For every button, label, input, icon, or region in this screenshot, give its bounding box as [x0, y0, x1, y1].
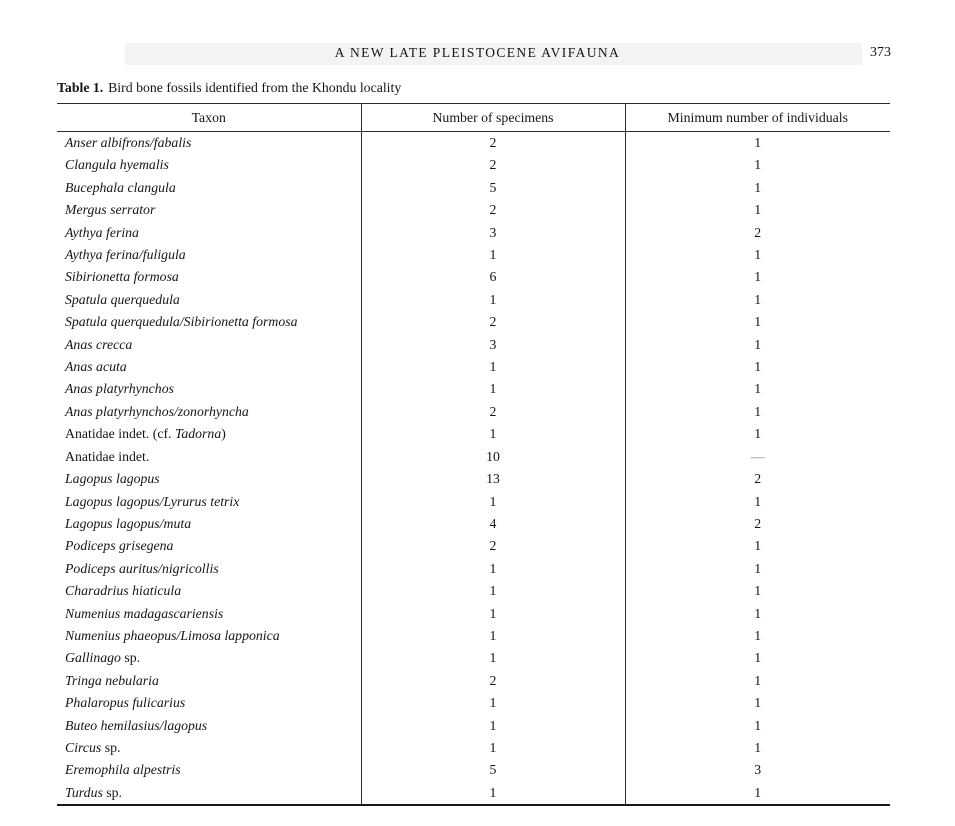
taxon-cell [57, 558, 361, 580]
taxon-name-italic: Charadrius hiaticula [65, 583, 182, 599]
column-header-individuals: Minimum number of individuals [625, 104, 890, 132]
taxon-cell [57, 670, 361, 692]
individuals-cell: 1 [625, 311, 890, 333]
individuals-cell: 1 [625, 625, 890, 647]
taxon-name-italic: Lagopus lagopus/muta [65, 515, 192, 531]
individuals-cell: 1 [625, 580, 890, 602]
taxon-name-italic: Tadorna [174, 426, 222, 442]
taxon-name-italic: Clangula hyemalis [65, 157, 169, 173]
individuals-cell: 1 [625, 244, 890, 266]
specimens-cell: 2 [361, 154, 625, 176]
taxon-name-italic: Phalaropus fulicarius [65, 695, 186, 711]
specimens-cell: 2 [361, 401, 625, 423]
individuals-cell: 1 [625, 737, 890, 759]
table-body [57, 132, 890, 806]
table-row [57, 468, 890, 490]
table-row [57, 491, 890, 513]
specimens-cell: 1 [361, 289, 625, 311]
individuals-cell: 1 [625, 154, 890, 176]
taxon-cell [57, 535, 361, 557]
column-header-taxon: Taxon [57, 104, 361, 132]
taxon-cell [57, 401, 361, 423]
taxon-name-italic: Circus [65, 739, 102, 755]
table-row [57, 222, 890, 244]
specimens-cell: 1 [361, 647, 625, 669]
taxon-name-italic: Aythya ferina/fuligula [65, 247, 186, 263]
table-row [57, 154, 890, 176]
table-row [57, 378, 890, 400]
table-row [57, 647, 890, 669]
specimens-cell: 1 [361, 580, 625, 602]
taxon-cell [57, 580, 361, 602]
specimens-cell: 2 [361, 535, 625, 557]
table-row [57, 334, 890, 356]
table-row [57, 244, 890, 266]
taxon-name-italic: Anas crecca [65, 336, 133, 352]
table-row [57, 311, 890, 333]
taxon-cell [57, 334, 361, 356]
table-row [57, 535, 890, 557]
taxon-cell [57, 513, 361, 535]
table-row [57, 199, 890, 221]
taxon-cell [57, 759, 361, 781]
specimens-cell: 1 [361, 244, 625, 266]
taxon-name-italic: Anas platyrhynchos [65, 381, 174, 397]
taxon-cell [57, 715, 361, 737]
table-row [57, 692, 890, 714]
table-row [57, 446, 890, 468]
table-caption [57, 80, 401, 96]
specimens-cell: 1 [361, 491, 625, 513]
specimens-cell: 1 [361, 378, 625, 400]
individuals-cell: 2 [625, 513, 890, 535]
taxon-name-italic: Numenius phaeopus/Limosa lapponica [65, 627, 280, 643]
specimens-cell: 2 [361, 199, 625, 221]
taxon-cell [57, 782, 361, 805]
specimens-cell: 4 [361, 513, 625, 535]
individuals-cell: — [625, 446, 890, 468]
specimens-cell: 3 [361, 222, 625, 244]
taxon-cell [57, 692, 361, 714]
specimens-cell: 2 [361, 311, 625, 333]
taxon-cell [57, 177, 361, 199]
specimens-cell: 1 [361, 782, 625, 805]
taxon-name-roman: sp. [102, 784, 123, 800]
specimens-cell: 1 [361, 603, 625, 625]
taxon-cell [57, 356, 361, 378]
taxon-name-italic: Spatula querquedula [65, 291, 180, 307]
specimens-cell: 3 [361, 334, 625, 356]
individuals-cell: 1 [625, 401, 890, 423]
individuals-cell: 1 [625, 334, 890, 356]
table-row [57, 580, 890, 602]
individuals-cell: 1 [625, 423, 890, 445]
individuals-cell: 1 [625, 782, 890, 805]
taxon-name-italic: Podiceps grisegena [65, 538, 174, 554]
table-row [57, 266, 890, 288]
taxon-name-italic: Spatula querquedula/Sibirionetta formosa [65, 314, 298, 330]
taxon-name-italic: Bucephala clangula [65, 179, 176, 195]
fossil-table [57, 103, 890, 806]
specimens-cell: 1 [361, 737, 625, 759]
specimens-cell: 1 [361, 625, 625, 647]
page-number: 373 [870, 45, 891, 60]
individuals-cell: 2 [625, 468, 890, 490]
taxon-cell [57, 266, 361, 288]
taxon-name-roman: sp. [120, 650, 141, 666]
individuals-cell: 1 [625, 266, 890, 288]
individuals-cell: 1 [625, 670, 890, 692]
individuals-cell: 1 [625, 491, 890, 513]
individuals-cell: 1 [625, 715, 890, 737]
table-row [57, 513, 890, 535]
specimens-cell: 10 [361, 446, 625, 468]
individuals-cell: 1 [625, 289, 890, 311]
individuals-cell: 1 [625, 558, 890, 580]
taxon-name-italic: Sibirionetta formosa [65, 269, 179, 285]
taxon-cell [57, 625, 361, 647]
specimens-cell: 1 [361, 715, 625, 737]
taxon-cell [57, 222, 361, 244]
individuals-cell: 1 [625, 199, 890, 221]
taxon-name-italic: Lagopus lagopus/Lyrurus tetrix [65, 493, 240, 509]
taxon-cell [57, 603, 361, 625]
table-row [57, 737, 890, 759]
taxon-name-italic: Aythya ferina [65, 224, 139, 240]
taxon-name-italic: Anser albifrons/fabalis [65, 135, 192, 150]
taxon-name-italic: Mergus serrator [65, 202, 156, 218]
individuals-cell: 1 [625, 356, 890, 378]
taxon-cell [57, 423, 361, 445]
taxon-cell [57, 647, 361, 669]
taxon-cell [57, 311, 361, 333]
taxon-name-roman: ) [221, 426, 226, 442]
specimens-cell: 1 [361, 558, 625, 580]
individuals-cell: 1 [625, 647, 890, 669]
taxon-cell [57, 289, 361, 311]
table-row [57, 558, 890, 580]
taxon-name-italic: Turdus [65, 784, 103, 800]
specimens-cell: 2 [361, 670, 625, 692]
taxon-cell [57, 154, 361, 176]
taxon-name-roman: Anatidae indet. [65, 448, 150, 464]
taxon-name-italic: Podiceps auritus/nigricollis [65, 560, 219, 576]
table-row [57, 356, 890, 378]
taxon-name-italic: Gallinago [65, 650, 121, 666]
table-row [57, 670, 890, 692]
individuals-cell: 1 [625, 692, 890, 714]
table-row [57, 289, 890, 311]
taxon-cell [57, 244, 361, 266]
table-row [57, 423, 890, 445]
taxon-cell [57, 446, 361, 468]
individuals-cell: 1 [625, 535, 890, 557]
table-row [57, 132, 890, 155]
taxon-name-italic: Numenius madagascariensis [65, 605, 224, 621]
taxon-name-roman: Anatidae indet. (cf. [65, 426, 175, 442]
taxon-cell [57, 132, 361, 155]
specimens-cell: 1 [361, 356, 625, 378]
table-caption-label: Table 1. [57, 80, 104, 95]
individuals-cell: 3 [625, 759, 890, 781]
taxon-name-italic: Anas platyrhynchos/zonorhyncha [65, 403, 249, 419]
individuals-cell: 1 [625, 603, 890, 625]
column-header-specimens: Number of specimens [361, 104, 625, 132]
individuals-cell: 1 [625, 378, 890, 400]
specimens-cell: 1 [361, 692, 625, 714]
table-row [57, 625, 890, 647]
taxon-name-italic: Anas acuta [65, 359, 127, 375]
taxon-name-italic: Tringa nebularia [65, 672, 159, 688]
specimens-cell: 5 [361, 177, 625, 199]
table-row [57, 603, 890, 625]
header-row [57, 104, 890, 132]
running-head: A NEW LATE PLEISTOCENE AVIFAUNA [334, 45, 621, 60]
taxon-cell [57, 378, 361, 400]
table-row [57, 401, 890, 423]
taxon-name-italic: Eremophila alpestris [65, 762, 181, 778]
taxon-name-italic: Lagopus lagopus [65, 471, 160, 487]
table-row [57, 177, 890, 199]
taxon-cell [57, 199, 361, 221]
table-row [57, 782, 890, 805]
taxon-name-italic: Buteo hemilasius/lagopus [65, 717, 208, 733]
taxon-cell [57, 491, 361, 513]
table-caption-text: Bird bone fossils identified from the Khondu locality [108, 80, 402, 95]
taxon-cell [57, 737, 361, 759]
specimens-cell: 2 [361, 132, 625, 155]
individuals-cell: 1 [625, 177, 890, 199]
specimens-cell: 6 [361, 266, 625, 288]
individuals-cell: 1 [625, 132, 890, 155]
taxon-name-roman: sp. [101, 739, 121, 755]
individuals-cell: 2 [625, 222, 890, 244]
specimens-cell: 13 [361, 468, 625, 490]
table-row [57, 715, 890, 737]
table-row [57, 759, 890, 781]
specimens-cell: 1 [361, 423, 625, 445]
taxon-cell [57, 468, 361, 490]
table-header [57, 104, 890, 132]
specimens-cell: 5 [361, 759, 625, 781]
